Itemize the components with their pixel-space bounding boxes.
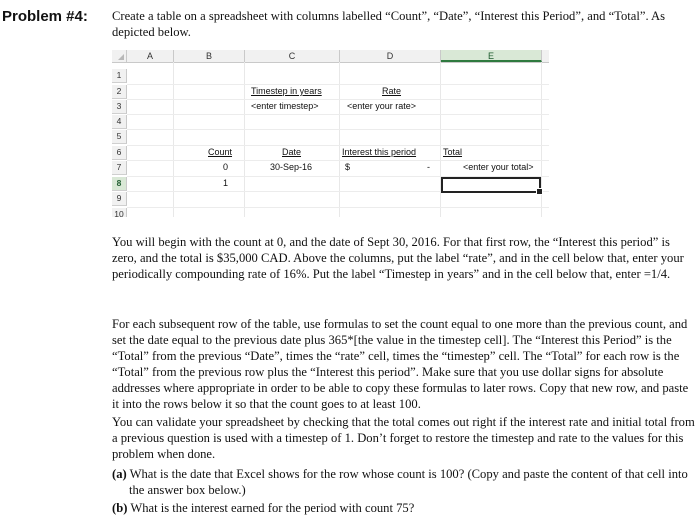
total-header: Total — [443, 147, 463, 157]
column-header-c: C — [245, 50, 340, 62]
question-a-text: What is the date that Excel shows for the row whose count is 100? (Copy and paste the content of that cell into the answer box below.) — [129, 467, 688, 497]
fill-handle — [536, 188, 543, 195]
interest-currency: $ — [345, 162, 351, 172]
gridline — [127, 129, 549, 130]
paragraph-1: You will begin with the count at 0, and the date of Sept 30, 2016. For that first row, the “Interest this period” is zero, and the total is $35,000 CAD. Above the columns, put the label “rate”, and in the cell below that, enter your periodically compounding rate of 16%. Put the label “Timestep in years” and in the cell below that, enter =1/4. — [112, 235, 684, 281]
interest-dash: - — [427, 162, 430, 172]
question-b-label: (b) — [112, 501, 128, 515]
count-cell-0: 0 — [223, 162, 229, 172]
row-header-4: 4 — [112, 115, 127, 129]
question-a — [112, 466, 697, 498]
question-b-text: What is the interest earned for the period with count 75? — [130, 501, 415, 515]
rate-value: <enter your rate> — [347, 101, 417, 111]
row-header-8: 8 — [112, 177, 127, 191]
row-header-1: 1 — [112, 69, 127, 83]
timestep-label: Timestep in years — [251, 86, 322, 96]
problem-intro: Create a table on a spreadsheet with columns labelled “Count”, “Date”, “Interest this Period”, and “Total”. As depicted below. — [112, 9, 666, 39]
count-cell-1: 1 — [223, 178, 229, 188]
gridline — [127, 207, 549, 208]
selected-cell-e8 — [441, 177, 541, 193]
gridline — [339, 62, 340, 217]
paragraph-2: For each subsequent row of the table, use formulas to set the count equal to one more than the previous count, and set the date equal to the previous date plus 365*[the value in the timestep cell]. The “Interest this Period” is the “Total” from the previous “Date”, times the “rate” cell, times the “timestep” cell. The “Total” for each row is the “Total” from the previous row plus the “Interest this period”. Make sure that you use dollar signs for absolute addresses where appropriate in order to be able to copy these formulas to later rows. Copy that new row, and paste it into the rows below it so that the count goes to at least 100. — [112, 317, 689, 411]
count-header: Count — [208, 147, 233, 157]
row-header-3: 3 — [112, 100, 127, 114]
gridline — [127, 84, 549, 85]
question-b — [112, 500, 697, 516]
row-header-5: 5 — [112, 130, 127, 144]
column-header-d: D — [340, 50, 441, 62]
row-header-2: 2 — [112, 85, 127, 99]
gridline — [440, 62, 441, 217]
gridline — [173, 62, 174, 217]
column-header-row — [112, 50, 549, 63]
column-header-e: E — [441, 50, 542, 62]
problem-number: Problem #4: — [2, 8, 88, 25]
row-header-9: 9 — [112, 192, 127, 206]
date-cell-0: 30-Sep-16 — [270, 162, 313, 172]
column-header-a: A — [127, 50, 174, 62]
row-header-6: 6 — [112, 146, 127, 160]
spreadsheet-image — [112, 50, 549, 217]
date-header: Date — [282, 147, 302, 157]
interest-header: Interest this period — [342, 147, 417, 157]
question-a-label: (a) — [112, 467, 127, 481]
paragraph-3: You can validate your spreadsheet by checking that the total comes out right if the interest rate and initial total from a previous question is used with a timestep of 1. Don’t forget to restore the timestep and rate to the values for this problem when done. — [112, 415, 695, 461]
row-header-7: 7 — [112, 161, 127, 175]
gridline — [127, 99, 549, 100]
column-header-b: B — [174, 50, 245, 62]
gridline — [127, 145, 549, 146]
row-header-10: 10 — [112, 208, 127, 217]
total-cell-0: <enter your total> — [463, 162, 534, 172]
timestep-value: <enter timestep> — [251, 101, 319, 111]
rate-label: Rate — [382, 86, 402, 96]
gridline — [244, 62, 245, 217]
gridline — [127, 114, 549, 115]
select-all-corner — [112, 50, 127, 62]
